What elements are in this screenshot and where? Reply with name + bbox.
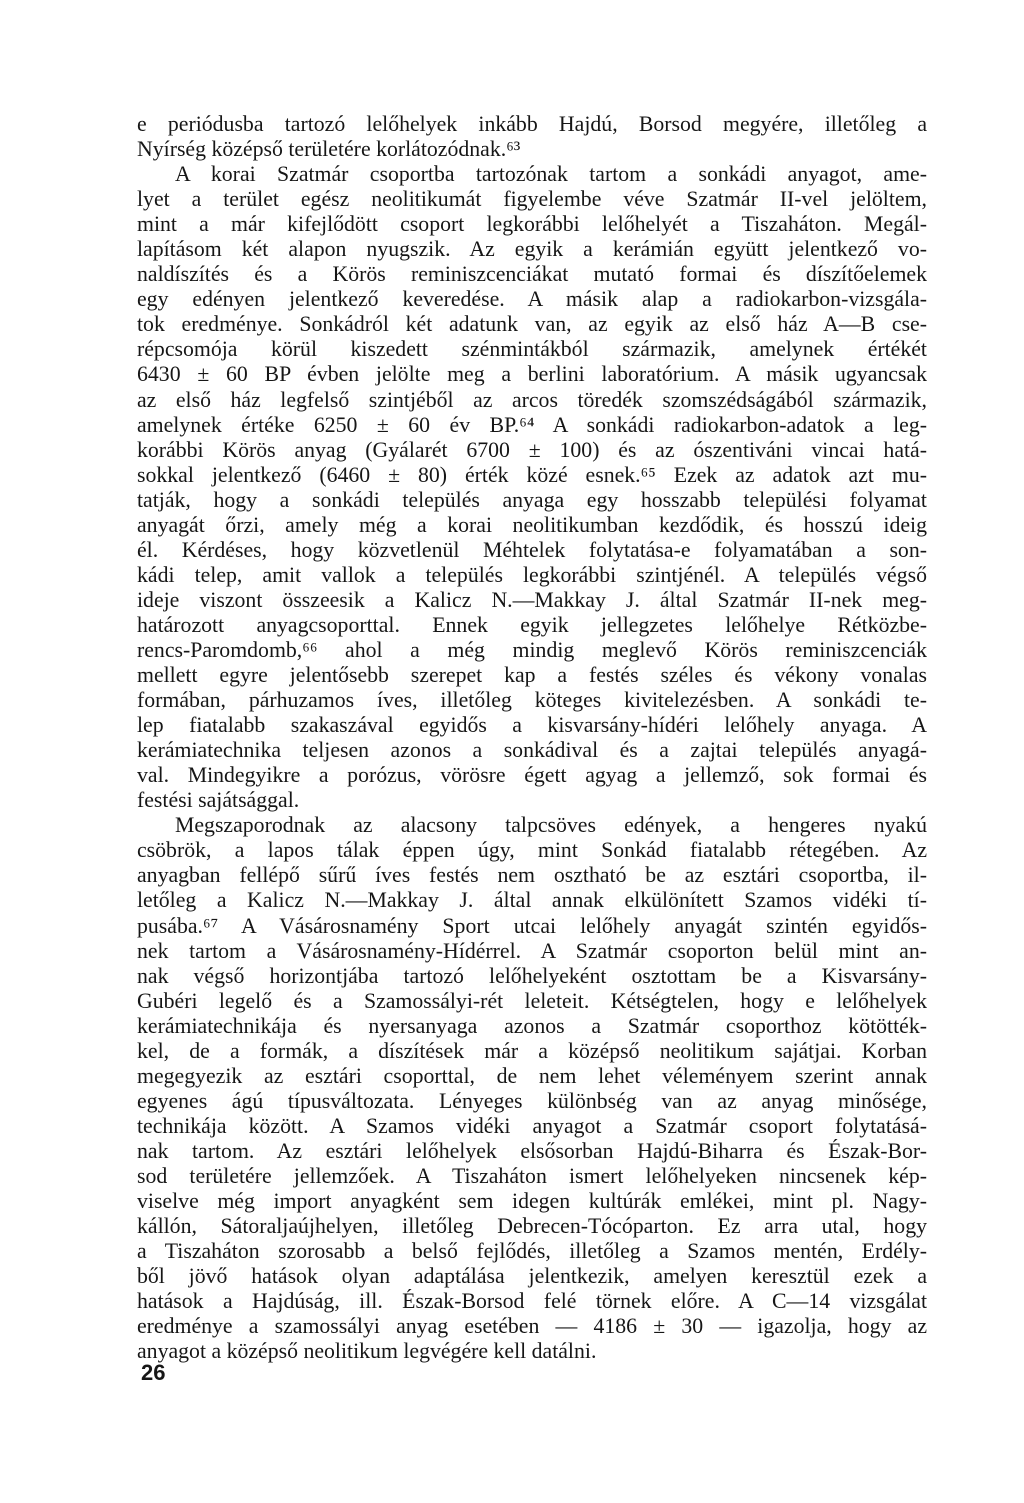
text-line: lep fiatalabb szakaszával egyidős a kisvarsány-hídéri lelőhely anyaga. A (137, 713, 927, 738)
text-line: hatások a Hajdúság, ill. Észak-Borsod felé törnek előre. A C—14 vizsgálat (137, 1289, 927, 1314)
text-line: festési sajátsággal. (137, 788, 300, 813)
text-line: a Tiszaháton szorosabb a belső fejlődés, illetőleg a Szamos mentén, Erdély- (137, 1239, 927, 1264)
text-line: val. Mindegyikre a porózus, vörösre égett agyag a jellemző, sok formai és (137, 763, 927, 788)
text-line: anyagot a középső neolitikum legvégére kell datálni. (137, 1339, 597, 1364)
text-line: répcsomója körül kiszedett szénmintákból származik, amelynek értékét (137, 337, 927, 362)
text-line: az első ház legfelső szintjéből az arcos töredék szomszédságából származik, (137, 387, 927, 412)
text-line: anyagban fellépő sűrű íves festés nem osztható be az esztári csoportba, il- (137, 863, 927, 888)
text-line: nak végső horizontjába tartozó lelőhelyeként osztottam be a Kisvarsány- (137, 963, 927, 988)
text-line: 6430 ± 60 BP évben jelölte meg a berlini laboratórium. A másik ugyancsak (137, 362, 927, 387)
text-line: sokkal jelentkező (6460 ± 80) érték közé esnek.⁶⁵ Ezek az adatok azt mu- (137, 462, 927, 487)
text-line: kerámiatechnika teljesen azonos a sonkádival és a zajtai település anyagá- (137, 738, 927, 763)
text-line: lyet a terület egész neolitikumát figyelembe véve Szatmár II-vel jelöltem, (137, 187, 927, 212)
paragraph (137, 112, 927, 162)
text-line: kádi telep, amit vallok a település legkorábbi szintjénél. A település végső (137, 562, 927, 587)
text-line: kel, de a formák, a díszítések már a középső neolitikum sajátjai. Korban (137, 1038, 927, 1063)
text-line: tatják, hogy a sonkádi település anyaga egy hosszabb települési folyamat (137, 487, 927, 512)
text-line: letőleg a Kalicz N.—Makkay J. által annak elkülönített Szamos vidéki tí- (137, 888, 927, 913)
text-line: e periódusba tartozó lelőhelyek inkább Hajdú, Borsod megyére, illetőleg a (137, 112, 927, 136)
paragraph (137, 813, 927, 1364)
text-line: Nyírség középső területére korlátozódnak.⁶³ (137, 137, 521, 162)
text-line: sod területére jellemzőek. A Tiszaháton ismert lelőhelyeken nincsenek kép- (137, 1163, 927, 1188)
text-line: határozott anyagcsoporttal. Ennek egyik jellegzetes lelőhelye Rétközbe- (137, 612, 927, 637)
text-line: egyenes ágú típusváltozata. Lényeges különbség van az anyag minősége, (137, 1088, 927, 1113)
text-line: kállón, Sátoraljaújhelyen, illetőleg Debrecen-Tócóparton. Ez arra utal, hogy (137, 1214, 927, 1239)
text-line: nak tartom. Az esztári lelőhelyek elsősorban Hajdú-Biharra és Észak-Bor- (137, 1138, 927, 1163)
text-line: lapításom két alapon nyugszik. Az egyik a kerámián együtt jelentkező vo- (137, 237, 927, 262)
text-line: Gubéri legelő és a Szamossályi-rét leleteit. Kétségtelen, hogy e lelőhelyek (137, 988, 927, 1013)
text-line: korábbi Körös anyag (Gyálarét 6700 ± 100) és az ószentiváni vincai hatá- (137, 437, 927, 462)
text-line: formában, párhuzamos íves, illetőleg köteges kivitelezésben. A sonkádi te- (137, 688, 927, 713)
text-line: ből jövő hatások olyan adaptálása jelentkezik, amelyen keresztül ezek a (137, 1264, 927, 1289)
text-line: naldíszítés és a Körös reminiszcenciákat mutató formai és díszítőelemek (137, 262, 927, 287)
text-line: egy edényen jelentkező keveredése. A másik alap a radiokarbon-vizsgála- (137, 287, 927, 312)
page-body (137, 112, 927, 1364)
text-line: amelynek értéke 6250 ± 60 év BP.⁶⁴ A sonkádi radiokarbon-adatok a leg- (137, 412, 927, 437)
text-line: tok eredménye. Sonkádról két adatunk van, az egyik az első ház A—B cse- (137, 312, 927, 337)
paragraph (137, 162, 927, 813)
text-line: mellett egyre jelentősebb szerepet kap a festés széles és vékony vonalas (137, 663, 927, 688)
text-line: Megszaporodnak az alacsony talpcsöves edények, a hengeres nyakú (175, 813, 927, 838)
text-body (137, 112, 927, 1364)
text-line: A korai Szatmár csoportba tartozónak tartom a sonkádi anyagot, ame- (175, 162, 927, 187)
text-line: anyagát őrzi, amely még a korai neolitikumban kezdődik, és hosszú ideig (137, 512, 927, 537)
text-line: kerámiatechnikája és nyersanyaga azonos a Szatmár csoporthoz kötötték- (137, 1013, 927, 1038)
text-line: megegyezik az esztári csoporttal, de nem lehet véleményem szerint annak (137, 1063, 927, 1088)
text-line: csöbrök, a lapos tálak éppen úgy, mint Sonkád fiatalabb rétegében. Az (137, 838, 927, 863)
text-line: viselve még import anyagként sem idegen kultúrák emlékei, mint pl. Nagy- (137, 1189, 927, 1214)
text-line: pusába.⁶⁷ A Vásárosnamény Sport utcai lelőhely anyagát szintén egyidős- (137, 913, 927, 938)
text-line: él. Kérdéses, hogy közvetlenül Méhtelek folytatása-e folyamatában a son- (137, 537, 927, 562)
text-line: rencs-Paromdomb,⁶⁶ ahol a még mindig meglevő Körös reminiszcenciák (137, 637, 927, 662)
text-line: eredménye a szamossályi anyag esetében — 4186 ± 30 — igazolja, hogy az (137, 1314, 927, 1339)
text-line: nek tartom a Vásárosnamény-Hídérrel. A Szatmár csoporton belül mint an- (137, 938, 927, 963)
text-line: mint a már kifejlődött csoport legkorábbi lelőhelyét a Tiszaháton. Megál- (137, 212, 927, 237)
page-number: 26 (141, 1360, 166, 1385)
text-line: ideje viszont összeesik a Kalicz N.—Makkay J. által Szatmár II-nek meg- (137, 587, 927, 612)
text-line: technikája között. A Szamos vidéki anyagot a Szatmár csoport folytatásá- (137, 1113, 927, 1138)
